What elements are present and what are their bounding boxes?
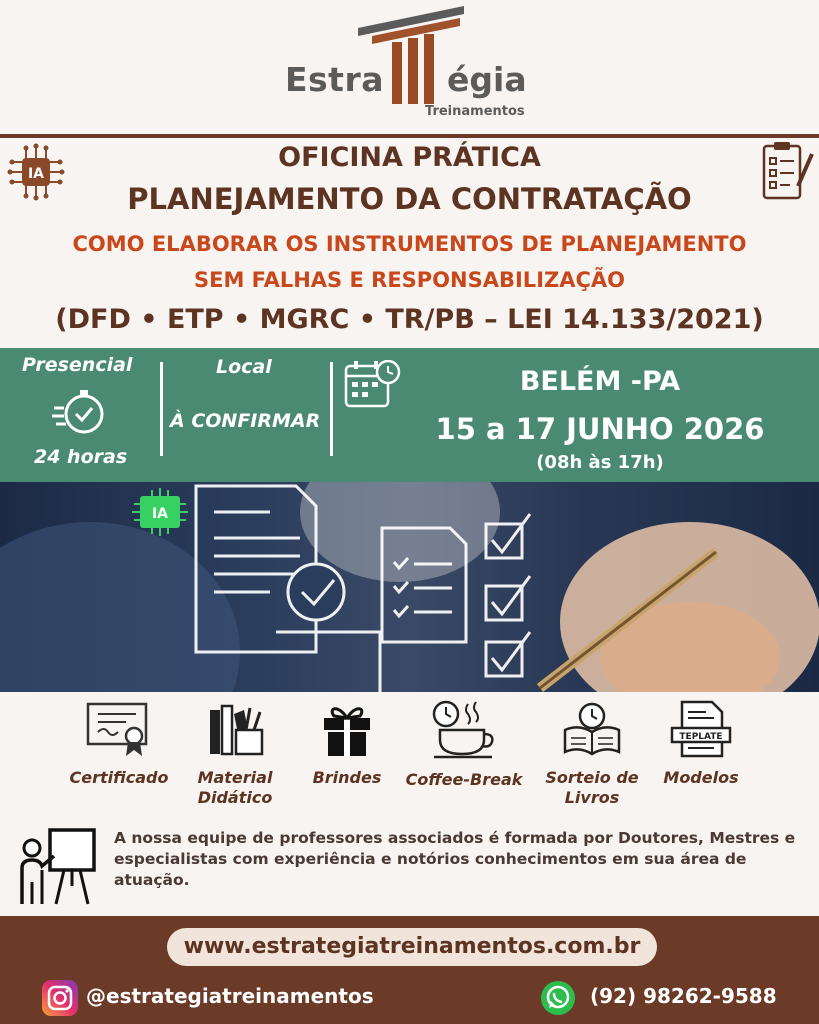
event-dates: 15 a 17 JUNHO 2026 — [435, 412, 765, 446]
stopwatch-icon — [52, 386, 108, 438]
feature-label: Coffee-Break — [405, 770, 523, 789]
ai-chip-label: IA — [151, 506, 169, 522]
instagram-icon[interactable] — [42, 980, 78, 1016]
event-hours: 24 horas — [34, 446, 128, 468]
hero-photo — [0, 482, 819, 692]
ai-chip-label: IA — [27, 166, 45, 182]
calendar-clock-icon — [344, 360, 402, 410]
feature-coffee — [404, 692, 524, 790]
certificate-icon — [86, 700, 152, 758]
event-mode: Presencial — [22, 354, 133, 376]
header — [0, 0, 819, 134]
teacher-board-icon — [18, 826, 100, 908]
feature-gifts — [292, 692, 402, 788]
local-value: À CONFIRMAR — [170, 410, 321, 432]
feature-certificate — [64, 692, 174, 788]
feature-label: Brindes — [312, 768, 382, 787]
title-line-1: OFICINA PRÁTICA — [278, 142, 541, 173]
event-info-band — [0, 348, 819, 482]
website-link[interactable]: www.estrategiatreinamentos.com.br — [167, 928, 657, 966]
title-block — [0, 138, 819, 348]
local-label: Local — [216, 356, 272, 378]
gift-icon — [320, 700, 374, 758]
title-line-2: PLANEJAMENTO DA CONTRATAÇÃO — [127, 182, 692, 216]
separator — [160, 362, 163, 456]
logo-text-left: Estra — [285, 60, 385, 99]
instagram-handle[interactable]: @estrategiatreinamentos — [86, 984, 374, 1008]
feature-label: Certificado — [69, 768, 169, 787]
book-clock-icon — [561, 700, 623, 758]
coffee-icon — [430, 700, 498, 760]
books-icon — [204, 700, 266, 758]
logo-subtitle: Treinamentos — [425, 104, 525, 119]
features-row — [0, 692, 819, 820]
documents-line: (DFD • ETP • MGRC • TR/PB – LEI 14.133/2021) — [55, 304, 764, 335]
feature-material — [180, 692, 290, 808]
footer — [0, 916, 819, 1024]
template-icon — [670, 700, 732, 758]
subtitle-line-2: SEM FALHAS E RESPONSABILIZAÇÃO — [193, 268, 625, 292]
about-section — [0, 820, 819, 916]
about-text: A nossa equipe de professores associados é formada por Doutores, Mestres e especialistas com experiência e notórios conhecimentos em sua área de atuação. — [114, 829, 796, 889]
feature-templates — [646, 692, 756, 788]
feature-label: Material Didático — [197, 768, 273, 807]
feature-label: Sorteio de Livros — [545, 768, 639, 807]
subtitle-line-1: COMO ELABORAR OS INSTRUMENTOS DE PLANEJAMENTO — [72, 232, 747, 256]
separator — [330, 362, 333, 456]
template-icon-text: TEPLATE — [679, 732, 723, 742]
whatsapp-icon[interactable] — [540, 980, 576, 1016]
feature-label: Modelos — [663, 768, 739, 787]
logo-text-right: égia — [447, 60, 527, 99]
document-checklist-illustration — [0, 482, 819, 692]
phone-number[interactable]: (92) 98262-9588 — [590, 984, 777, 1008]
event-time: (08h às 17h) — [536, 452, 664, 473]
feature-book-raffle — [532, 692, 652, 808]
event-city: BELÉM -PA — [519, 366, 681, 397]
